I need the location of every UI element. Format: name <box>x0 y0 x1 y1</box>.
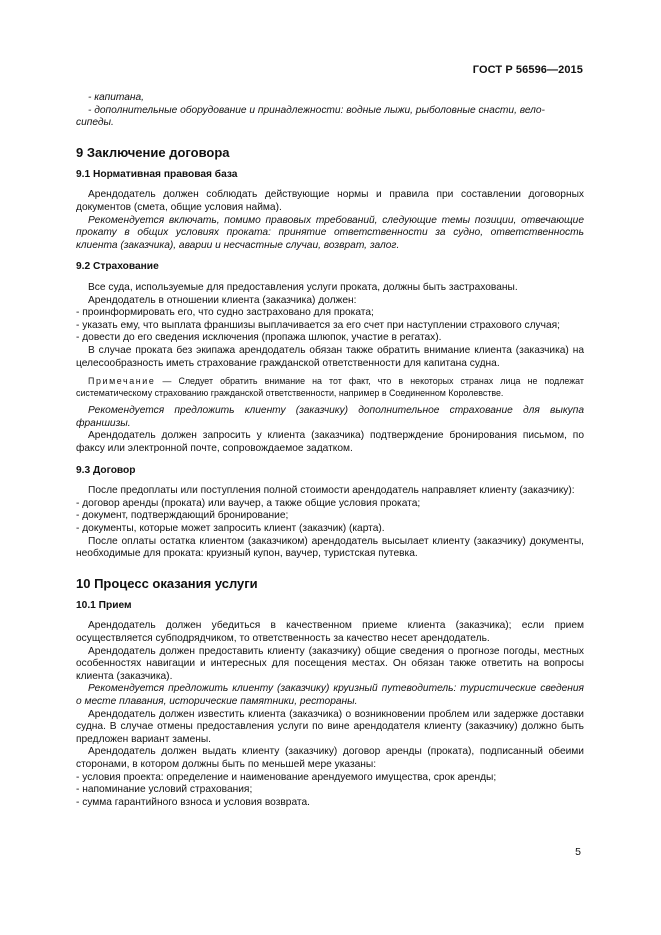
list-item: - довести до его сведения исключения (пропажа шлюпок, участие в регатах). <box>76 332 442 344</box>
recommendation-paragraph: Рекомендуется включать, помимо правовых требований, следующие темы позиции, отвечающие прокату в общих условиях проката: принятие ответственности за судно, ответственность клиента (заказчика), аварии и несчастные случаи, возврат, залог. <box>76 214 584 251</box>
paragraph: Арендодатель должен известить клиента (заказчика) о возникновении проблем или задержке доставки судна. В случае отмены предоставления услуги по вине арендодателя клиенту (заказчику) должно быть предложен вариант замены. <box>76 708 584 745</box>
section-9-heading: 9 Заключение договора <box>76 144 230 160</box>
section-10-1-heading: 10.1 Прием <box>76 599 132 611</box>
note-label: Примечание <box>88 376 156 387</box>
paragraph: После предоплаты или поступления полной стоимости арендодатель направляет клиенту (заказчику): <box>88 485 575 497</box>
paragraph: Арендодатель в отношении клиента (заказчика) должен: <box>88 294 357 306</box>
paragraph: Все суда, используемые для предоставления услуги проката, должны быть застрахованы. <box>88 281 518 293</box>
list-item: - документ, подтверждающий бронирование; <box>76 510 289 522</box>
list-item: - договор аренды (проката) или ваучер, а также общие условия проката; <box>76 497 421 509</box>
list-item: - напоминание условий страхования; <box>76 784 253 796</box>
paragraph: Арендодатель должен предоставить клиенту (заказчику) общие сведения о прогнозе погоды, местных особенностях навигации и интересных для посещения местах. Он обязан также ответить на вопросы клиента (заказчика). <box>76 645 584 682</box>
paragraph: Арендодатель должен выдать клиенту (заказчику) договор аренды (проката), подписанный обеими сторонами, в котором должны быть по меньшей мере указаны: <box>76 746 584 770</box>
section-9-3-heading: 9.3 Договор <box>76 464 136 476</box>
recommendation-paragraph: Рекомендуется предложить клиенту (заказчику) дополнительное страхование для выкупа франшизы. <box>76 405 584 429</box>
intro-line-1: - капитана, <box>88 92 144 103</box>
section-9-1-heading: 9.1 Нормативная правовая база <box>76 168 238 180</box>
list-item: - сумма гарантийного взноса и условия возврата. <box>76 796 310 808</box>
intro-line-3: сипеды. <box>76 117 114 129</box>
paragraph: Арендодатель должен соблюдать действующие нормы и правила при составлении договорных документов (смета, общие условия найма). <box>76 189 584 213</box>
standard-header: ГОСТ Р 56596—2015 <box>472 64 583 76</box>
page-content <box>76 92 584 809</box>
list-item: - указать ему, что выплата франшизы выплачивается за его счет при наступлении страхового случая; <box>76 319 560 331</box>
list-item: - проинформировать его, что судно застраховано для проката; <box>76 307 374 319</box>
note <box>76 376 584 399</box>
recommendation-paragraph: Рекомендуется предложить клиенту (заказчику) круизный путеводитель: туристические сведения о месте плавания, исторические памятники, рестораны. <box>76 683 584 707</box>
note-text: — Следует обратить внимание на тот факт, что в некоторых странах лица не подлежат систематическому страхованию гражданской ответственности, например в Соединенном Королевстве. <box>76 376 584 398</box>
paragraph: В случае проката без экипажа арендодатель обязан также обратить внимание клиента (заказчика) на целесообразность иметь страхование гражданской ответственности для капитана судна. <box>76 344 584 369</box>
intro-line-2: - дополнительные оборудование и принадлежности: водные лыжи, рыболовные снасти, вело- <box>88 104 545 116</box>
paragraph: Арендодатель должен запросить у клиента (заказчика) подтверждение бронирования письмом, по факсу или электронной почте, сопровождаемое задатком. <box>76 430 584 455</box>
paragraph: Арендодатель должен убедиться в качественном приеме клиента (заказчика); если прием осуществляется субподрядчиком, то ответственность за качество несет арендодатель. <box>76 620 584 644</box>
section-10-heading: 10 Процесс оказания услуги <box>76 575 258 591</box>
list-item: - документы, которые может запросить клиент (заказчик) (карта). <box>76 523 385 535</box>
list-item: - условия проекта: определение и наименование арендуемого имущества, срок аренды; <box>76 771 497 783</box>
paragraph: После оплаты остатка клиентом (заказчиком) арендодатель высылает клиенту (заказчику) документы, необходимые для проката: круизный купон, ваучер, туристская путевка. <box>76 535 584 560</box>
page-number: 5 <box>575 846 581 858</box>
section-9-2-heading: 9.2 Страхование <box>76 261 159 273</box>
